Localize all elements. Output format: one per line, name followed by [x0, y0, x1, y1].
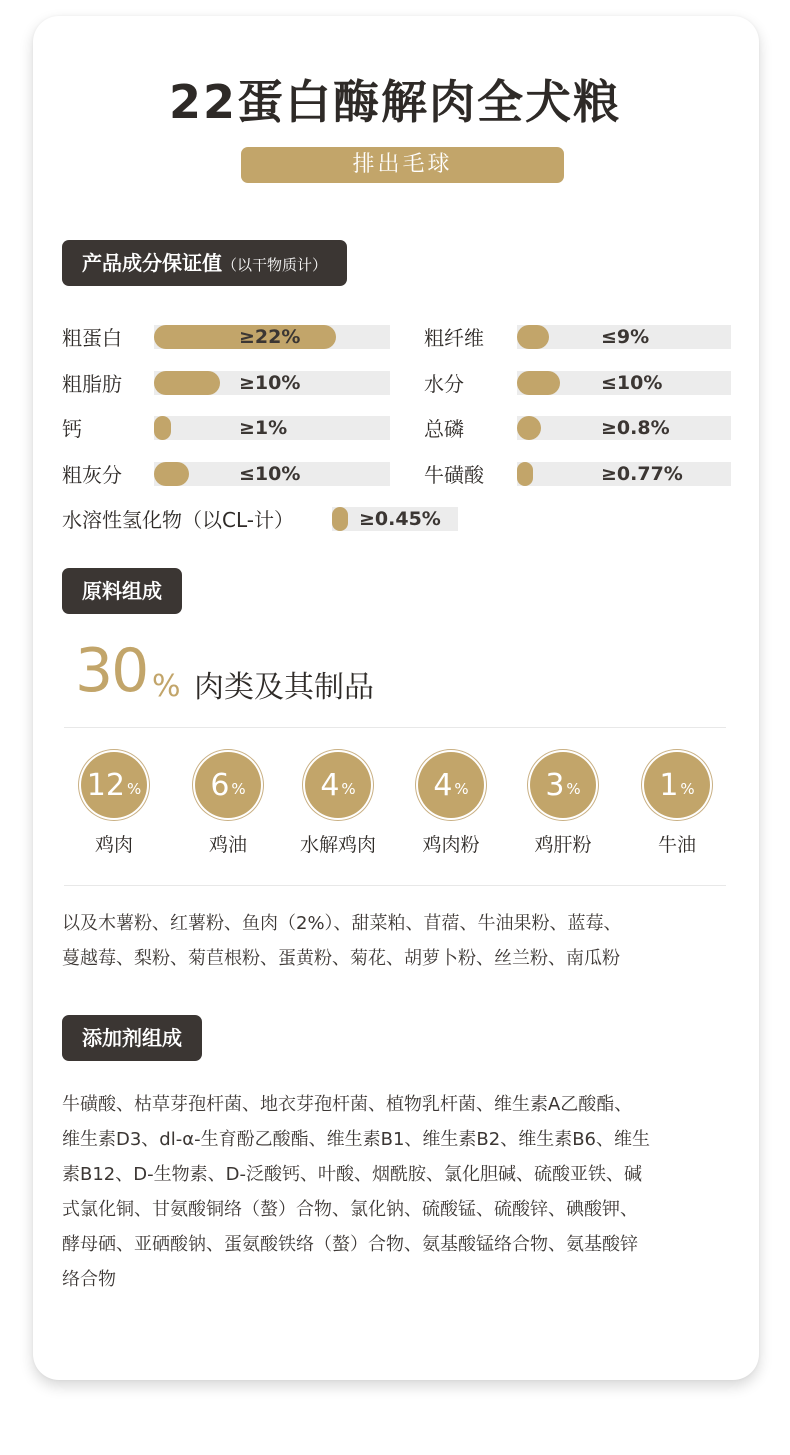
ingredient-name: 鸡肉 — [94, 834, 133, 856]
other-ingredients-line: 以及木薯粉、红薯粉、鱼肉（2%）、甜菜粕、苜蓿、牛油果粉、蓝莓、 — [62, 913, 622, 934]
ingredient-name: 鸡肝粉 — [534, 834, 592, 856]
nutrient-value: ≥0.77% — [601, 463, 683, 485]
page-title: 22蛋白酶解肉全犬粮 — [168, 75, 621, 129]
additives-line: 酵母硒、亚硒酸钠、蛋氨酸铁络（螯）合物、氨基酸锰络合物、氨基酸锌 — [62, 1234, 638, 1255]
nutrient-value: ≥1% — [239, 417, 288, 439]
nutrient-label: 钙 — [62, 417, 82, 441]
guarantee-section-label: 产品成分保证值 — [82, 251, 222, 275]
nutrient-value: ≥22% — [239, 326, 301, 348]
additives-line: 牛磺酸、枯草芽孢杆菌、地衣芽孢杆菌、植物乳杆菌、维生素A乙酸酯、 — [62, 1094, 633, 1115]
nutrient-value: ≥0.8% — [601, 417, 670, 439]
additives-line: 素B12、D-生物素、D-泛酸钙、叶酸、烟酰胺、氯化胆碱、硫酸亚铁、碱 — [62, 1164, 642, 1185]
ingredient-percent-circle — [305, 752, 371, 818]
ingredient-percent: 4 — [433, 767, 453, 803]
nutrient-label: 粗纤维 — [424, 326, 484, 350]
nutrient-bar — [517, 325, 731, 349]
ingredient-percent: 12 — [86, 767, 125, 803]
ingredient-percent-unit: % — [341, 780, 356, 798]
nutrient-value: ≥0.45% — [359, 508, 441, 530]
nutrient-value: ≤10% — [601, 372, 663, 394]
ingredients-section-header: 原料组成 — [62, 568, 182, 614]
nutrient-bar-fill — [517, 462, 533, 486]
divider — [64, 727, 726, 728]
nutrient-label: 牛磺酸 — [424, 463, 484, 487]
nutrient-label: 水溶性氢化物（以CL-计） — [62, 508, 294, 532]
additives-text — [62, 1087, 730, 1297]
additives-line: 维生素D3、dl-α-生育酚乙酸酯、维生素B1、维生素B2、维生素B6、维生 — [62, 1129, 650, 1150]
nutrient-bar-fill — [517, 371, 560, 395]
nutrient-label: 粗脂肪 — [62, 372, 122, 396]
ingredient-percent: 1 — [659, 767, 679, 803]
ingredient-name: 鸡肉粉 — [422, 834, 480, 856]
nutrient-bar — [154, 325, 390, 349]
nutrient-bar — [154, 416, 390, 440]
additives-section-header: 添加剂组成 — [62, 1015, 202, 1061]
ingredient-item — [607, 752, 747, 857]
nutrient-bar-fill — [517, 325, 549, 349]
nutrient-value: ≥10% — [239, 372, 301, 394]
nutrient-label: 总磷 — [424, 417, 464, 441]
other-ingredients-text — [62, 906, 730, 976]
ingredient-percent-unit: % — [454, 780, 469, 798]
nutrient-bar — [332, 507, 458, 531]
nutrient-bar-fill — [154, 462, 189, 486]
ingredient-percent-circle — [644, 752, 710, 818]
ingredient-name: 鸡油 — [208, 834, 247, 856]
nutrient-bar-fill — [517, 416, 541, 440]
ingredient-percent-unit: % — [566, 780, 581, 798]
ingredient-percent-circle — [195, 752, 261, 818]
other-ingredients-line: 蔓越莓、梨粉、菊苣根粉、蛋黄粉、菊花、胡萝卜粉、丝兰粉、南瓜粉 — [62, 948, 620, 969]
nutrient-bar-fill — [154, 416, 171, 440]
ingredient-percent-circle — [81, 752, 147, 818]
ingredient-name: 水解鸡肉 — [299, 834, 376, 856]
ingredient-percent-circle — [418, 752, 484, 818]
nutrient-value: ≤10% — [239, 463, 301, 485]
divider — [64, 885, 726, 886]
nutrient-bar — [154, 371, 390, 395]
subtitle-badge: 排出毛球 — [241, 147, 564, 183]
nutrient-bar-fill — [154, 371, 220, 395]
meat-label: 肉类及其制品 — [194, 670, 374, 705]
guarantee-section-note: （以干物质计） — [222, 256, 328, 274]
ingredient-percent: 4 — [320, 767, 340, 803]
nutrient-bar — [154, 462, 390, 486]
nutrient-label: 粗蛋白 — [62, 326, 122, 350]
nutrient-bar — [517, 462, 731, 486]
nutrient-label: 粗灰分 — [62, 463, 122, 487]
guarantee-section-header — [62, 240, 347, 286]
ingredient-percent: 6 — [210, 767, 230, 803]
nutrient-value: ≤9% — [601, 326, 650, 348]
nutrient-label: 水分 — [424, 372, 464, 396]
ingredient-percent: 3 — [545, 767, 565, 803]
ingredient-percent-unit: % — [231, 780, 246, 798]
ingredient-percent-circle — [530, 752, 596, 818]
nutrient-bar — [517, 416, 731, 440]
meat-percent: 30 — [75, 636, 148, 706]
meat-percent-unit: % — [152, 669, 181, 704]
ingredient-name: 牛油 — [657, 834, 696, 856]
nutrient-bar-fill — [332, 507, 348, 531]
ingredient-percent-unit: % — [680, 780, 695, 798]
additives-line: 式氯化铜、甘氨酸铜络（螯）合物、氯化钠、硫酸锰、硫酸锌、碘酸钾、 — [62, 1199, 638, 1220]
ingredient-percent-unit: % — [126, 780, 142, 798]
nutrient-bar — [517, 371, 731, 395]
additives-line: 络合物 — [62, 1269, 116, 1290]
